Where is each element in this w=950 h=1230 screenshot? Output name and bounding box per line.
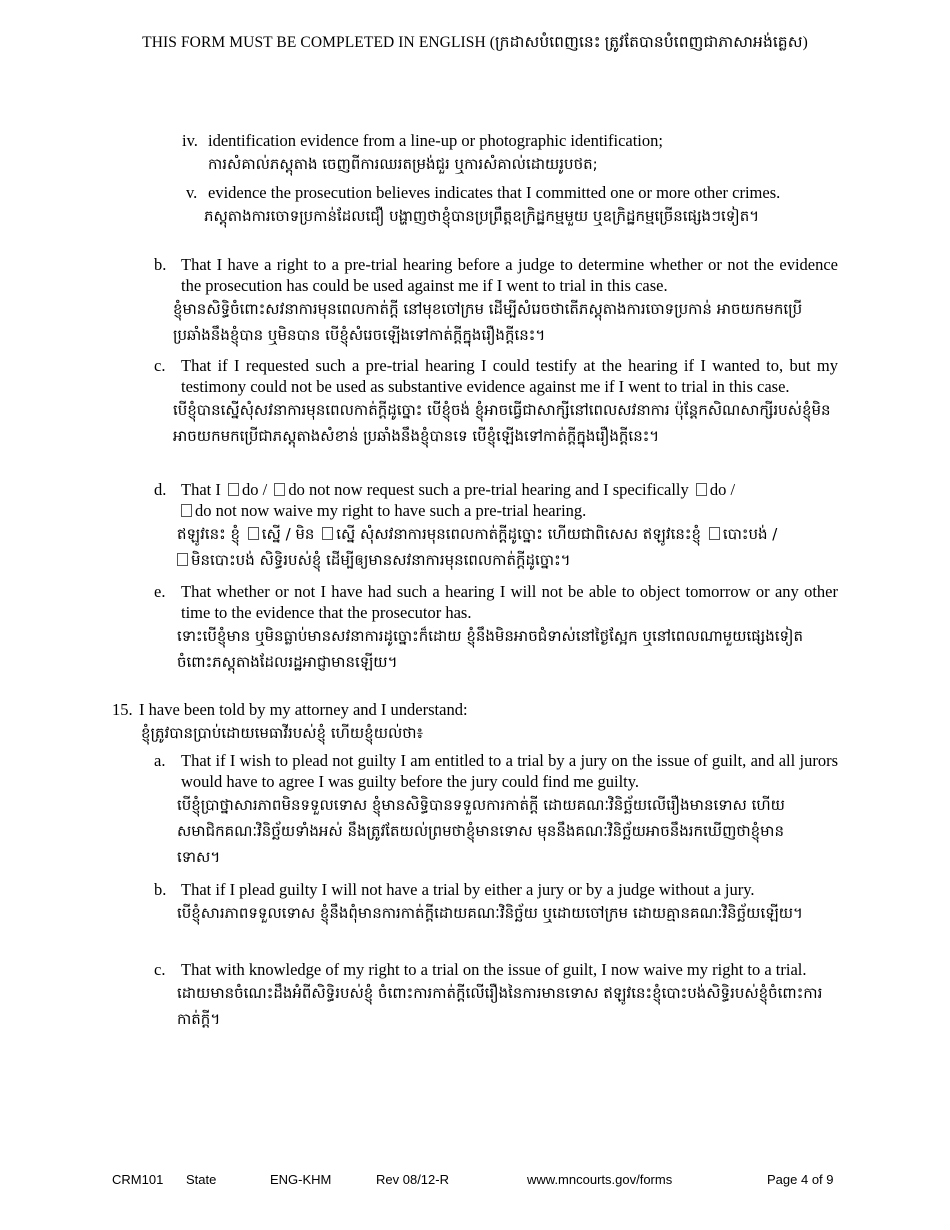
- list-item-b: [154, 879, 838, 926]
- list-item-a: [154, 750, 838, 870]
- item-text-en: That if I requested such a pre-trial hearing I could testify at the hearing if I wanted to, but my testimony could not be used as substantive evidence against me if I went to trial in this case.: [181, 356, 838, 396]
- footer-page-number: Page 4 of 9: [767, 1172, 834, 1187]
- section-text-en: I have been told by my attorney and I understand:: [139, 700, 468, 719]
- item-marker: b.: [154, 255, 167, 274]
- item-text-en: evidence the prosecution believes indicates that I committed one or more other crimes.: [208, 183, 781, 202]
- list-item-b: [154, 254, 838, 348]
- item-text-en: That if I wish to plead not guilty I am entitled to a trial by a jury on the issue of guilt, and all jurors would have to agree I was guilty before the jury could find me guilty.: [181, 751, 838, 791]
- item-text-km: ការសំគាល់ភស្តុតាង ចេញពីការឈរតម្រង់ជួរ ឬការសំគាល់ដោយរូបថត;: [208, 155, 598, 173]
- item-marker: a.: [154, 751, 166, 770]
- section-text-km: ខ្ញុំត្រូវបានប្រាប់ដោយមេធាវីរបស់ខ្ញុំ ហើយខ្ញុំយល់ថា៖: [141, 724, 424, 742]
- km-waive-checkbox[interactable]: [709, 527, 720, 540]
- item-text-km: ភស្តុតាងការចោទប្រកាន់ដែលជឿ បង្ហាញថាខ្ញុំបានប្រព្រឹត្តឧក្រិដ្ឋកម្មមួយ ឬឧក្រិដ្ឋកម្មច្រើនផ្សេងៗទៀត។: [204, 207, 760, 225]
- item-text-km: បើខ្ញុំបានស្នើសុំសវនាការមុនពេលកាត់ក្តីដូច្នោះ បើខ្ញុំចង់ ខ្ញុំអាចធ្វើជាសាក្សីនៅពេលសវនាការ ប៉ុន្តែកសិណសាក្សីរបស់ខ្ញុំមិនអាចយកមកប្រើជាភស្តុតាងសំខាន់ ប្រឆាំងនឹងខ្ញុំបានទេ បើខ្ញុំឡើងទៅកាត់ក្តីក្នុងរឿងក្តីនេះ។: [173, 401, 831, 445]
- footer-state: State: [186, 1172, 217, 1187]
- item-marker: iv.: [182, 131, 198, 150]
- item-text-en: That with knowledge of my right to a trial on the issue of guilt, I now waive my right to a trial.: [181, 960, 807, 979]
- item-marker: e.: [154, 582, 166, 601]
- list-item-d: [154, 479, 821, 573]
- item-text-km: បើខ្ញុំសារភាពទទួលទោស ខ្ញុំនឹងពុំមានការកាត់ក្តីដោយគណៈវិនិច្ឆ័យ ឬដោយចៅក្រម ដោយគ្មានគណៈវិនិច្ឆ័យឡើយ។: [177, 904, 803, 922]
- do-request-checkbox[interactable]: [228, 483, 239, 496]
- list-item-c: [154, 355, 838, 449]
- list-item-e: [154, 581, 838, 675]
- item-text-en: That if I plead guilty I will not have a trial by either a jury or by a judge without a jury.: [181, 880, 755, 899]
- footer-url[interactable]: www.mncourts.gov/forms: [527, 1172, 673, 1187]
- item-marker: b.: [154, 880, 167, 899]
- item-text-km: ខ្ញុំមានសិទ្ធិចំពោះសវនាការមុនពេលកាត់ក្តី នៅមុខចៅក្រម ដើម្បីសំរេចថាតើភស្តុតាងការចោទប្រកាន់ អាចយកមកប្រើប្រឆាំងនឹងខ្ញុំបាន ឬមិនបាន បើខ្ញុំសំរេចឡើងទៅកាត់ក្តីក្នុងរឿងក្តីនេះ។: [173, 300, 803, 344]
- item-text-km: ដោយមានចំណេះដឹងអំពីសិទ្ធិរបស់ខ្ញុំ ចំពោះការកាត់ក្តីលើរឿងនៃការមានទោស ឥឡូវនេះខ្ញុំបោះបង់សិទ្ធិរបស់ខ្ញុំចំពោះការកាត់ក្តី។: [177, 984, 823, 1028]
- item-marker: c.: [154, 356, 166, 375]
- do-waive-checkbox[interactable]: [696, 483, 707, 496]
- page-header: THIS FORM MUST BE COMPLETED IN ENGLISH (ក្រដាសបំពេញនេះ ត្រូវតែបានបំពេញជាភាសាអង់គ្លេស): [142, 34, 808, 51]
- footer-language: ENG-KHM: [270, 1172, 332, 1187]
- item-text-km: បើខ្ញុំប្រាថ្នាសារភាពមិនទទួលទោស ខ្ញុំមានសិទ្ធិបានទទួលការកាត់ក្តី ដោយគណៈវិនិច្ឆ័យលើរឿងមានទោស ហើយសមាជិកគណៈវិនិច្ឆ័យទាំងអស់ នឹងត្រូវតែយល់ព្រមថាខ្ញុំមានទោស មុននឹងគណៈវិនិច្ឆ័យអាចនឹងរកឃើញថាខ្ញុំមានទោស។: [177, 796, 785, 866]
- km-request-checkbox[interactable]: [248, 527, 259, 540]
- do-not-waive-checkbox[interactable]: [181, 504, 192, 517]
- footer-form-id: CRM101: [112, 1172, 164, 1187]
- item-text-km: ឥឡូវនេះ ខ្ញុំ ស្នើ / មិន ស្នើ សុំសវនាការមុនពេលកាត់ក្តីដូច្នោះ ហើយជាពិសេស ឥឡូវនេះខ្ញុំ បោះបង់ / មិនបោះបង់ សិទ្ធិរបស់ខ្ញុំ ដើម្បីឲ្យមានសវនាការមុនពេលកាត់ក្តីដូច្នោះ។: [177, 525, 778, 569]
- item-text-en: identification evidence from a line-up or photographic identification;: [208, 131, 663, 150]
- km-not-waive-checkbox[interactable]: [177, 553, 188, 566]
- footer-revision: Rev 08/12-R: [376, 1172, 449, 1187]
- list-item-c: [154, 959, 838, 1032]
- item-text-en: That I have a right to a pre-trial hearing before a judge to determine whether or not the evidence the prosecution has could be used against me if I went to trial in this case.: [181, 255, 838, 295]
- item-text-en: That I do / do not now request such a pre-trial hearing and I specifically do / do not now waive my right to have such a pre-trial hearing.: [181, 480, 736, 520]
- km-not-request-checkbox[interactable]: [322, 527, 333, 540]
- item-marker: d.: [154, 480, 167, 499]
- item-text-km: ទោះបើខ្ញុំមាន ឬមិនធ្លាប់មានសវនាការដូច្នោះក៏ដោយ ខ្ញុំនឹងមិនអាចជំទាស់នៅថ្ងៃស្អែក ឬនៅពេលណាមួយផ្សេងទៀត ចំពោះភស្តុតាងដែលរដ្ឋអាជ្ញាមានឡើយ។: [177, 627, 804, 671]
- item-text-en: That whether or not I have had such a hearing I will not be able to object tomorrow or any other time to the evidence that the prosecutor has.: [181, 582, 838, 622]
- list-item-v: [186, 182, 838, 229]
- section-number: 15.: [112, 700, 133, 719]
- do-not-request-checkbox[interactable]: [274, 483, 285, 496]
- list-item-iv: [182, 130, 838, 177]
- item-marker: c.: [154, 960, 166, 979]
- section-15: [112, 699, 839, 746]
- item-marker: v.: [186, 183, 198, 202]
